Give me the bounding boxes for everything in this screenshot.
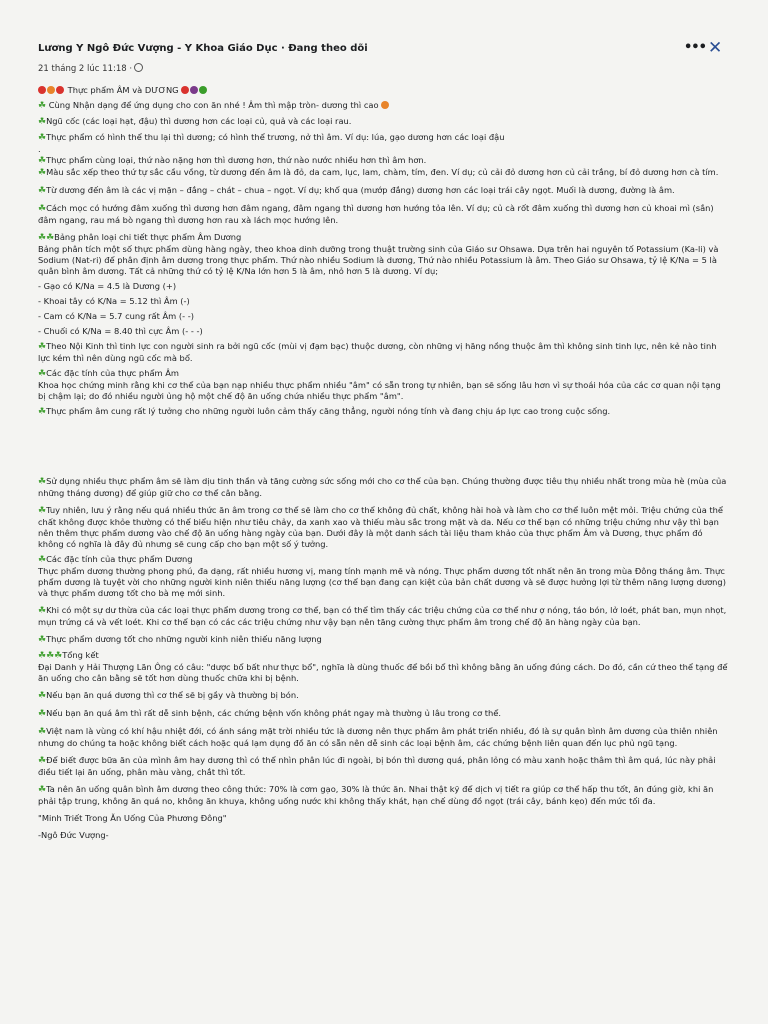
paragraph: ☘Thực phẩm có hình thể thu lại thì dương; có hình thể trương, nở thì âm. Ví dụ: lúa, gạo dương hơn các loại đậu [38,132,505,143]
apple-icon [181,86,189,94]
post-body [38,85,730,841]
paragraph: ☘Thực phẩm âm cung rất lý tưởng cho những người luôn cảm thấy căng thẳng, người nóng tính và đang chịu áp lực cao trong cuộc sống. [38,406,611,417]
heart-icon [381,101,389,109]
paragraph: ☘Khi có một sự dư thừa của các loại thực phẩm dương trong cơ thể, bạn có thể tìm thấy các triệu chứng của cơ thể như ợ nóng, táo bón, lở loét, phát ban, mụn nhọt, mụn trứng cá và vết loét. Khi cơ thể bạn có các các triệu chứng như vậy bạn nên tăng cường thực phẩm âm trong chế độ ăn hàng ngày của bạn. [38,605,727,627]
post-timestamp[interactable] [38,63,143,74]
paragraph: ☘Sử dụng nhiều thực phẩm âm sẽ làm dịu tinh thần và tăng cường sức sống mới cho cơ thể của bạn. Chúng thường được tiêu thụ nhiều nhất trong mùa hè (mùa của những tháng dương) để giúp giữ cho cơ thể cân bằng. [38,476,727,498]
list-item: - Chuối có K/Na = 8.40 thì cực Âm (- - -) [38,326,203,336]
paragraph: ☘Thực phẩm dương tốt cho những người kinh niên thiếu năng lượng [38,634,322,645]
section-heading: ☘☘☘Tổng kết [38,650,99,661]
shamrock-icon: ☘ [38,369,47,379]
shamrock-icon: ☘ [38,101,47,111]
shamrock-icon: ☘ [46,233,55,243]
tomato-icon [56,86,64,94]
paragraph: Khoa học chứng minh rằng khi cơ thể của bạn nạp nhiều thực phẩm nhiều "âm" có sẵn trong tự nhiên, bạn sẽ sống lâu hơn vì sự thoái hóa của các cơ quan nội tạng bị chậm lại; do đó nhiều người ủng hộ một chế độ ăn uống chứa nhiều thực phẩm "âm". [38,380,721,401]
shamrock-icon: ☘ [38,186,47,196]
post-title: Thực phẩm ÂM và DƯƠNG [67,85,179,95]
section-heading: ☘☘Bảng phân loại chi tiết thực phẩm Âm Dương [38,232,242,243]
list-item: - Gạo có K/Na = 4.5 là Dương (+) [38,281,177,291]
post-author-title[interactable]: Lương Y Ngô Đức Vượng - Y Khoa Giáo Dục · Đang theo dõi [38,43,368,54]
cherries-icon [38,86,46,94]
shamrock-icon: ☘ [38,168,47,178]
carrot-icon [47,86,55,94]
paragraph: . [38,144,41,154]
shamrock-icon: ☘ [38,785,47,795]
section-heading: ☘Các đặc tính của thực phẩm Dương [38,554,193,565]
paragraph: Đại Danh y Hải Thượng Lãn Ông có câu: "dược bổ bất như thực bổ", nghĩa là dùng thuốc để bồi bổ thì không bằng ăn uống đúng cách. Do đó, cần cứ theo thể tạng để ăn uống cho cân bằng sẽ tốt hơn dùng thuốc chữa khi bị bệnh. [38,662,728,683]
globe-icon [134,63,143,72]
shamrock-icon: ☘ [38,635,47,645]
shamrock-icon: ☘ [38,156,47,166]
shamrock-icon: ☘ [38,407,47,417]
paragraph: ☘Để biết được bữa ăn của mình âm hay dương thì có thể nhìn phân lúc đi ngoài, bị bón thì dương quá, phân lỏng có màu xanh hoặc thâm thì âm quá, lúc này phải điều tiết lại ăn uống, phân màu vàng, chắt thì tốt. [38,755,716,777]
paragraph: ☘Nếu bạn ăn quá âm thì rất dễ sinh bệnh, các chứng bệnh vốn không phát ngay mà thường ủ lâu trong cơ thể. [38,708,502,719]
shamrock-icon: ☘ [38,727,47,737]
shamrock-icon: ☘ [46,651,55,661]
paragraph: ☘Màu sắc xếp theo thứ tự sắc cầu vồng, từ dương đến âm là đỏ, da cam, lục, lam, chàm, tím, đen. Ví dụ; củ cải đỏ dương hơn củ cải trắng, bí đỏ dương hơn cà tím. [38,167,719,178]
post-title-line [38,85,730,96]
quote-title: "Minh Triết Trong Ăn Uống Của Phương Đông" [38,813,227,823]
timestamp-text[interactable]: 21 tháng 2 lúc 11:18 · [38,64,133,74]
section-heading: ☘Các đặc tính của thực phẩm Âm [38,368,180,379]
paragraph: ☘Ta nên ăn uống quân bình âm dương theo công thức: 70% là cơm gạo, 30% là thức ăn. Nhai thật kỹ để dịch vị tiết ra giúp cơ thể hấp thu tốt, ăn đúng giờ, khi ăn phải tập trung, không ăn quá no, không ăn khuya, không uống nước khi không thấy khát, hạn chế dùng đồ ngọt (trái cây, bánh kẹo) đến mức tối đa. [38,784,714,806]
shamrock-icon: ☘ [38,709,47,719]
paragraph: ☘Tuy nhiên, lưu ý rằng nếu quá nhiều thức ăn âm trong cơ thể sẽ làm cho cơ thể không đủ chất, không hài hoà và làm cho cơ thể luôn mệt mỏi. Triệu chứng của thể chất không được khỏe thường có thể biểu hiện như tiêu chảy, da xanh xao và thiếu màu sắc trong mặt và da. Nếu cơ thể bạn có những triệu chứng như vậy thì bạn nên thêm thực phẩm dương vào chế độ ăn uống hàng ngày của bạn. Dưới đây là một danh sách tài liệu tham khảo của thực phẩm Âm và Dương, thực phẩm đó không có nghĩa là đây đủ nhưng sẽ cung cấp cho bạn một số ý tưởng. [38,505,724,549]
paragraph: ☘Ngũ cốc (các loại hạt, đậu) thì dương hơn các loại củ, quả và các loại rau. [38,116,352,127]
eggplant-icon [190,86,198,94]
vegetable-icon [199,86,207,94]
shamrock-icon: ☘ [38,204,47,214]
close-button[interactable]: ✕ [708,38,723,58]
shamrock-icon: ☘ [38,117,47,127]
more-options-button[interactable]: ••• [684,40,706,55]
shamrock-icon: ☘ [38,651,47,661]
paragraph: ☘Thực phẩm cùng loại, thứ nào nặng hơn thì dương hơn, thứ nào nước nhiều hơn thì âm hơn. [38,155,427,166]
shamrock-icon: ☘ [38,477,47,487]
shamrock-icon: ☘ [38,756,47,766]
shamrock-icon: ☘ [38,133,47,143]
paragraph: ☘Việt nam là vùng có khí hậu nhiệt đới, có ánh sáng mặt trời nhiều tức là dương nên thực phẩm âm phát triển nhiều, đó là sự quân bình âm dương của thiên nhiên nhưng do chúng ta hoặc không biết cách hoặc quá lạm dụng đồ ăn có sẵn nên dễ sinh các loại bệnh âm, các chứng bệnh liên quan đến lục phủ ngũ tạng. [38,726,718,748]
shamrock-icon: ☘ [38,233,47,243]
signature: -Ngô Đức Vượng- [38,830,109,840]
paragraph: ☘Từ dương đến âm là các vị mặn – đắng – chát – chua – ngọt. Ví dụ; khổ qua (mướp đắng) dương hơn các loại trái cây ngọt. Muối là dương, đường là âm. [38,185,675,196]
list-item: - Cam có K/Na = 5.7 cung rất Âm (- -) [38,311,194,321]
paragraph: Bảng phân tích một số thực phẩm dùng hàng ngày, theo khoa dinh dưỡng trong thuật trường sinh của Giáo sư Ohsawa. Dựa trên hai nguyên tố Potassium (Ka-li) và Sodium (Nat-ri) để phân định âm dương trong thực phẩm. Thứ nào nhiều Sodium là dương, Thứ nào nhiều Potassium là âm. Theo Giáo sư Ohsawa, tỷ lệ K/Na = 5 là quân bình âm dương. Tất cả những thứ có tỷ lệ K/Na lớn hơn 5 là âm, nhỏ hơn 5 là dương. Ví dụ; [38,244,719,276]
shamrock-icon: ☘ [38,606,47,616]
paragraph: ☘Theo Nội Kinh thì tinh lực con người sinh ra bởi ngũ cốc (mùi vị đạm bạc) thuộc dương, còn những vị hăng nồng thuộc âm thì không sinh tinh lực, nên kẻ nào tinh lực kém thì nên dùng ngũ cốc mà bổ. [38,341,717,363]
shamrock-icon: ☘ [38,342,47,352]
list-item: - Khoai tây có K/Na = 5.12 thì Âm (-) [38,296,190,306]
shamrock-icon: ☘ [38,506,47,516]
shamrock-icon: ☘ [54,651,63,661]
paragraph: ☘Nếu bạn ăn quá dương thì cơ thể sẽ bị gầy và thường bị bón. [38,690,299,701]
shamrock-icon: ☘ [38,555,47,565]
paragraph: Thực phẩm dương thường phong phú, đa dạng, rất nhiều hương vị, mang tính mạnh mẽ và nóng. Thực phẩm dương tốt nhất nên ăn trong mùa Đông tháng âm. Thực phẩm dương là tuyệt vời cho những người kinh niên thiếu năng lượng (cơ thể bạn đang cạn kiệt của bản chất dương và sẽ được hưởng lợi từ thêm năng lượng dương) và thực phẩm dương tốt cho bà mẹ mới sinh. [38,566,726,598]
paragraph: ☘Cách mọc có hướng đâm xuống thì dương hơn đâm ngang, đâm ngang thì dương hơn hướng tỏa lên. Ví dụ; củ cà rốt đâm xuống thì dương hơn củ khoai mì (sắn) đâm ngang, rau má bò ngang thì dương hơn rau xà lách mọc hướng lên. [38,203,714,225]
paragraph: ☘ Cùng Nhận dạng để ứng dụng cho con ăn nhé ! Âm thì mập tròn- dương thì cao [38,100,730,112]
shamrock-icon: ☘ [38,691,47,701]
